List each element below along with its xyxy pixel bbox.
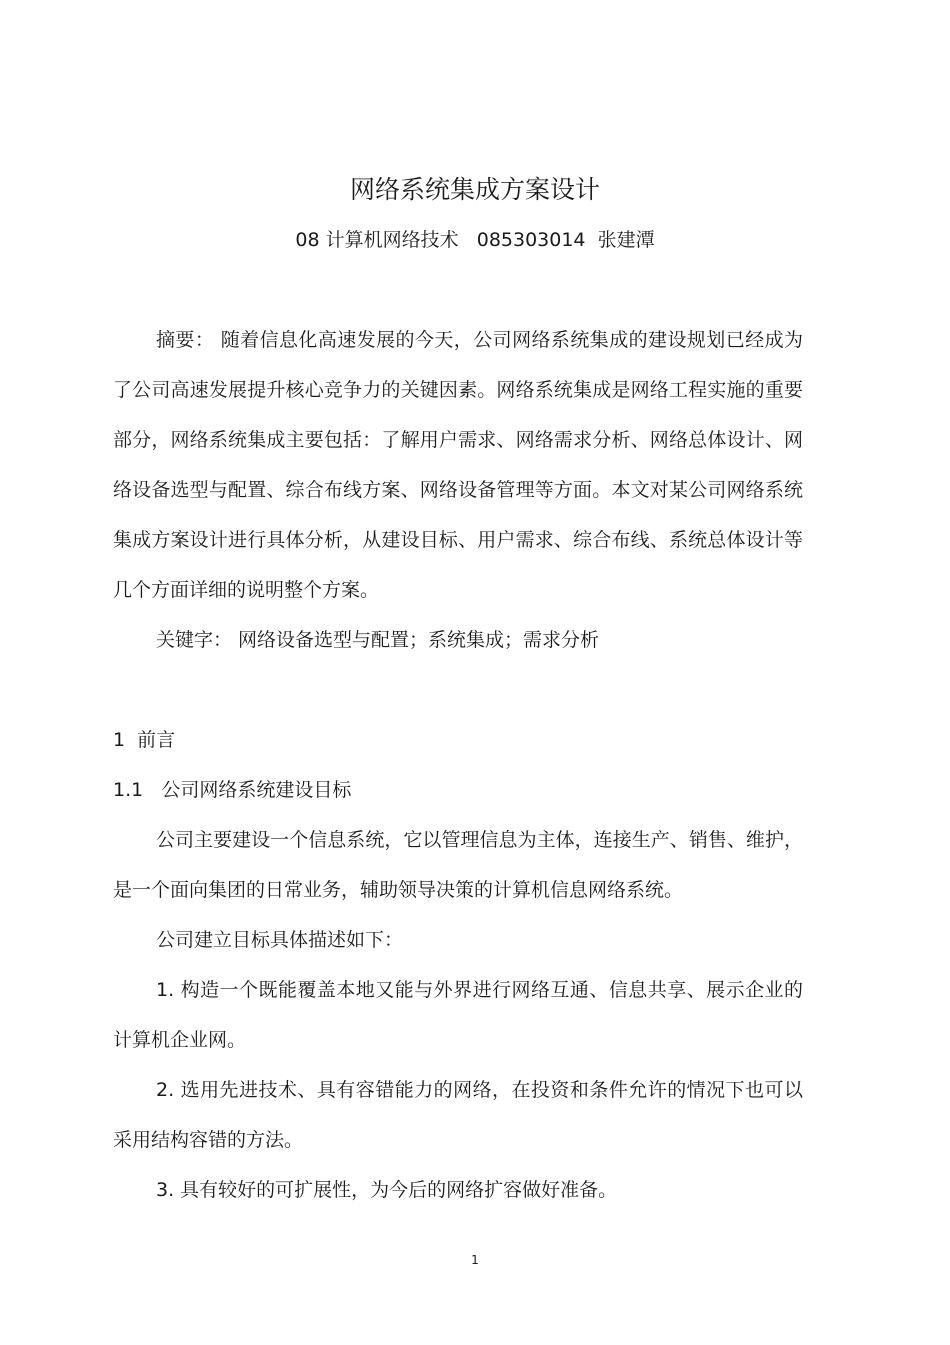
author-byline: 08 计算机网络技术 085303014 张建潭: [295, 229, 655, 251]
page-number: 1: [471, 1253, 479, 1267]
keywords-line: 关键字： 网络设备选型与配置；系统集成；需求分析: [156, 629, 600, 651]
document-title: 网络系统集成方案设计: [349, 175, 600, 204]
abstract-section: [113, 315, 803, 665]
main-section: [113, 715, 803, 1215]
list-item-paragraph: 1. 构造一个既能覆盖本地又能与外界进行网络互通、信息共享、展示企业的计算机企业网。: [113, 979, 803, 1051]
list-item-paragraph: 3. 具有较好的可扩展性，为今后的网络扩容做好准备。: [156, 1179, 618, 1201]
abstract-paragraph: 摘要： 随着信息化高速发展的今天，公司网络系统集成的建设规划已经成为了公司高速发展提升核心竞争力的关键因素。网络系统集成是网络工程实施的重要部分，网络系统集成主要包括：了解用户需求、网络需求分析、网络总体设计、网络设备选型与配置、综合布线方案、网络设备管理等方面。本文对某公司网络系统集成方案设计进行具体分析，从建设目标、用户需求、综合布线、系统总体设计等几个方面详细的说明整个方案。: [113, 329, 803, 601]
subsection-heading: 1.1 公司网络系统建设目标: [113, 779, 352, 801]
section-heading: 1 前言: [113, 729, 176, 751]
body-paragraph: 公司建立目标具体描述如下：: [156, 929, 404, 951]
body-paragraph: 公司主要建设一个信息系统，它以管理信息为主体，连接生产、销售、维护，是一个面向集团的日常业务，辅助领导决策的计算机信息网络系统。: [113, 829, 803, 901]
list-item-paragraph: 2. 选用先进技术、具有容错能力的网络，在投资和条件允许的情况下也可以采用结构容错的方法。: [113, 1079, 803, 1151]
